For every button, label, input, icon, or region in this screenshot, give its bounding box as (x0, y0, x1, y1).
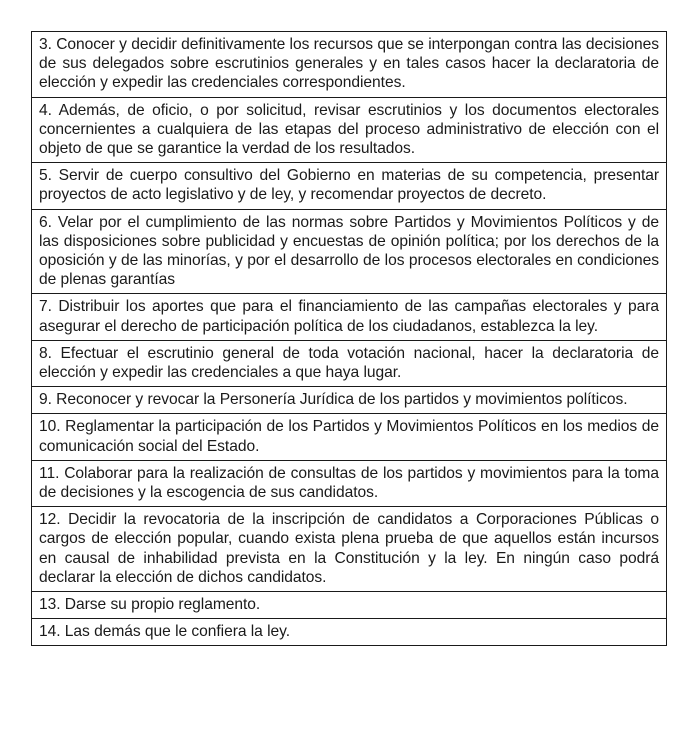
function-item: 6. Velar por el cumplimiento de las normas sobre Partidos y Movimientos Políticos y de las disposiciones sobre publicidad y encuestas de opinión política; por los derechos de la oposición y de las minorías, y por el desarrollo de los procesos electorales en condiciones de plenas garantías (32, 209, 667, 294)
function-item: 11. Colaborar para la realización de consultas de los partidos y movimientos para la toma de decisiones y la escogencia de sus candidatos. (32, 460, 667, 506)
function-item: 4. Además, de oficio, o por solicitud, revisar escrutinios y los documentos electorales concernientes a cualquiera de las etapas del proceso administrativo de elección con el objeto de que se garantice la verdad de los resultados. (32, 97, 667, 163)
table-row (32, 163, 667, 209)
table-row (32, 97, 667, 163)
function-item: 3. Conocer y decidir definitivamente los recursos que se interpongan contra las decisiones de sus delegados sobre escrutinios generales y en tales casos hacer la declaratoria de elección y expedir las credenciales correspondientes. (32, 32, 667, 98)
function-item: 14. Las demás que le confiera la ley. (32, 619, 667, 646)
table-row (32, 294, 667, 340)
function-item: 10. Reglamentar la participación de los Partidos y Movimientos Políticos en los medios de comunicación social del Estado. (32, 414, 667, 460)
function-item: 7. Distribuir los aportes que para el financiamiento de las campañas electorales y para asegurar el derecho de participación política de los ciudadanos, establezca la ley. (32, 294, 667, 340)
table-row (32, 340, 667, 386)
function-item: 9. Reconocer y revocar la Personería Jurídica de los partidos y movimientos políticos. (32, 387, 667, 414)
function-item: 8. Efectuar el escrutinio general de toda votación nacional, hacer la declaratoria de elección y expedir las credenciales a que haya lugar. (32, 340, 667, 386)
table-row (32, 209, 667, 294)
table-row (32, 460, 667, 506)
table-row (32, 414, 667, 460)
function-item: 13. Darse su propio reglamento. (32, 592, 667, 619)
table-row (32, 387, 667, 414)
table-row (32, 507, 667, 592)
function-item: 5. Servir de cuerpo consultivo del Gobierno en materias de su competencia, presentar proyectos de acto legislativo y de ley, y recomendar proyectos de decreto. (32, 163, 667, 209)
functions-table (31, 31, 667, 646)
table-row (32, 592, 667, 619)
table-row (32, 619, 667, 646)
function-item: 12. Decidir la revocatoria de la inscripción de candidatos a Corporaciones Públicas o cargos de elección popular, cuando exista plena prueba de que aquellos están incursos en causal de inhabilidad prevista en la Constitución y la ley. En ningún caso podrá declarar la elección de dichos candidatos. (32, 507, 667, 592)
table-row (32, 32, 667, 98)
